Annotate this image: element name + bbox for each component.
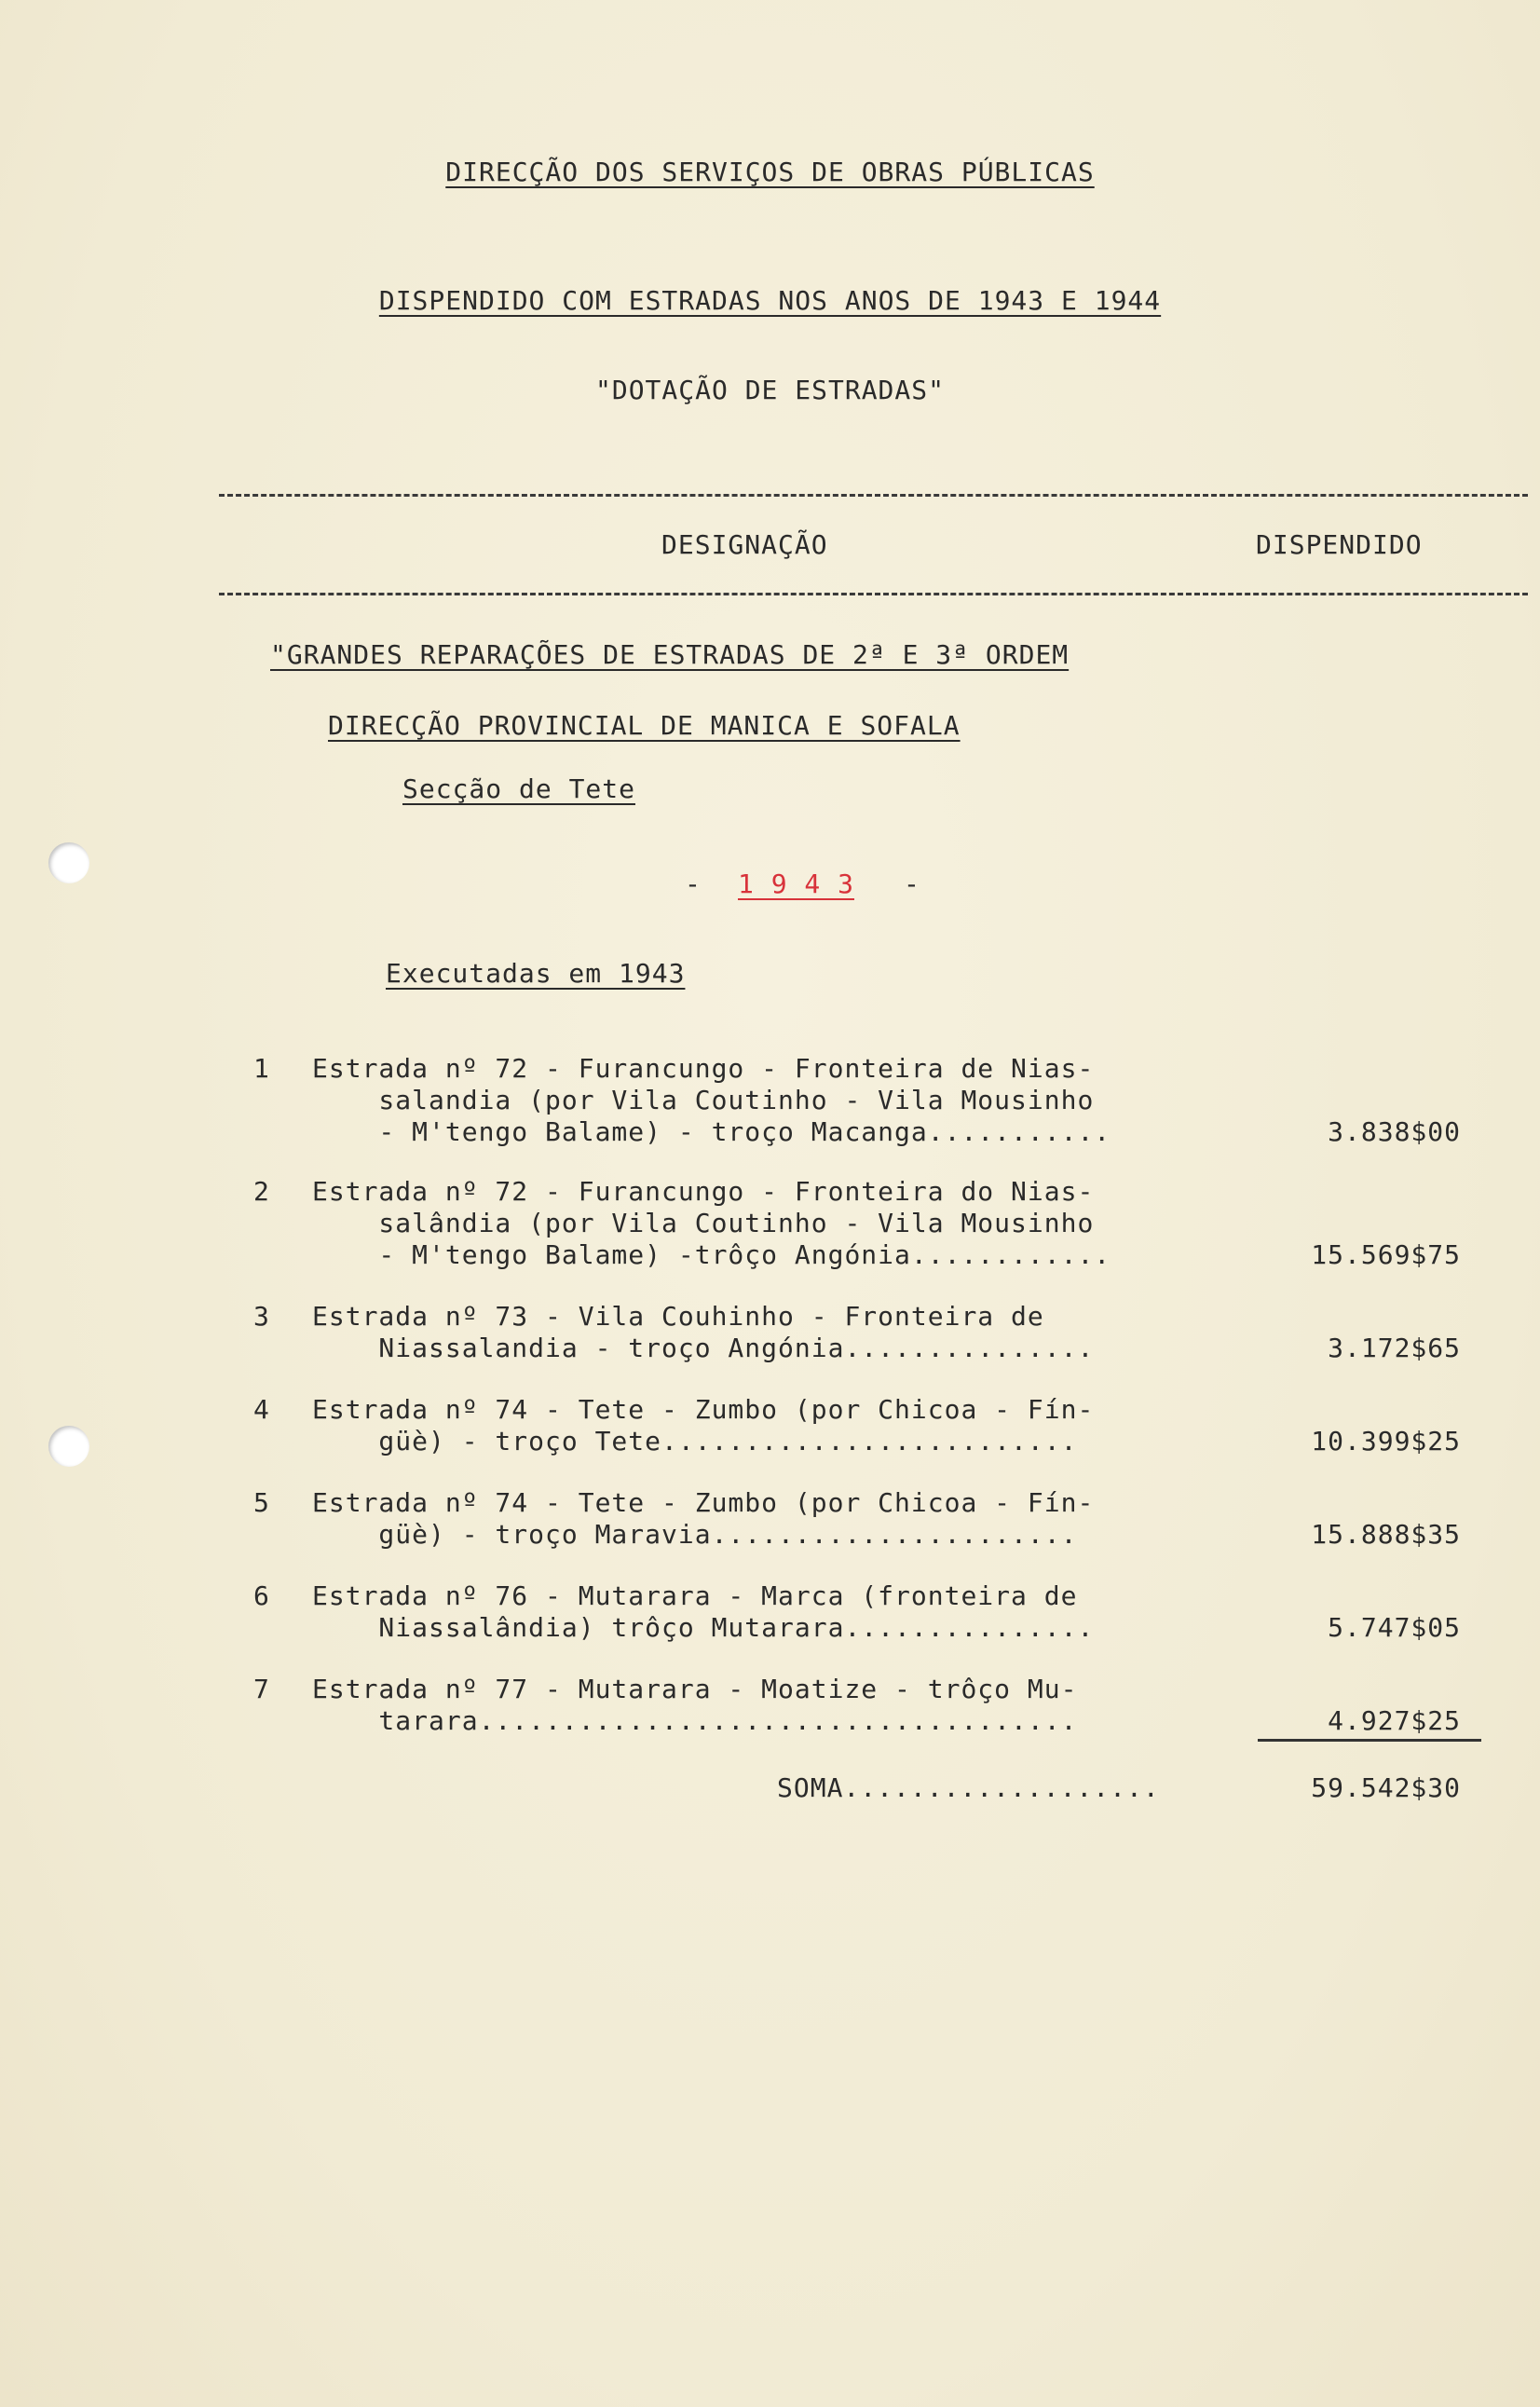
- item-number: 3: [253, 1301, 269, 1332]
- total-label: SOMA...................: [777, 1772, 1160, 1803]
- section-heading: "GRANDES REPARAÇÕES DE ESTRADAS DE 2ª E 3ª ORDEM: [270, 639, 1070, 670]
- column-designacao: DESIGNAÇÃO: [661, 529, 828, 560]
- punch-hole-top: [48, 842, 89, 883]
- dotacao-heading: "DOTAÇÃO DE ESTRADAS": [594, 375, 945, 405]
- item-description: [312, 1394, 1206, 1457]
- item-description: [312, 1176, 1206, 1271]
- item-number: 2: [253, 1176, 269, 1207]
- item-description: [312, 1053, 1206, 1148]
- item-description: [312, 1487, 1206, 1551]
- desc-line: - M'tengo Balame) -trôço Angónia............: [312, 1239, 1111, 1270]
- item-amount: 3.172$65: [1328, 1333, 1461, 1363]
- desc-line: tarara....................................: [312, 1705, 1078, 1736]
- item-amount: 3.838$00: [1328, 1116, 1461, 1147]
- item-number: 5: [253, 1487, 269, 1518]
- item-description: [312, 1301, 1206, 1364]
- desc-line: Estrada nº 72 - Furancungo - Fronteira do Nias-: [312, 1176, 1095, 1207]
- item-amount: 4.927$25: [1328, 1705, 1461, 1736]
- document-title: [0, 157, 1540, 187]
- subtitle-text: DISPENDIDO COM ESTRADAS NOS ANOS DE 1943 E 1944: [378, 285, 1162, 316]
- item-description: [312, 1674, 1206, 1737]
- sum-rule: [1258, 1739, 1481, 1742]
- item-amount: 10.399$25: [1311, 1426, 1461, 1457]
- desc-line: güè) - troço Tete.........................: [312, 1426, 1078, 1457]
- item-description: [312, 1580, 1206, 1644]
- item-amount: 5.747$05: [1328, 1612, 1461, 1643]
- item-number: 7: [253, 1674, 269, 1704]
- table-top-rule: [219, 494, 1528, 497]
- year-dash-right: -: [904, 868, 920, 899]
- year-dash-left: -: [685, 868, 702, 899]
- desc-line: Estrada nº 73 - Vila Couhinho - Fronteira de: [312, 1301, 1044, 1332]
- item-amount: 15.569$75: [1311, 1239, 1461, 1270]
- column-dispendido: DISPENDIDO: [1256, 529, 1423, 560]
- desc-line: Estrada nº 74 - Tete - Zumbo (por Chicoa - Fín-: [312, 1394, 1095, 1425]
- seccao-tete: Secção de Tete: [402, 773, 636, 804]
- desc-line: salandia (por Vila Coutinho - Vila Mousinho: [312, 1085, 1095, 1115]
- table-header-rule: [219, 593, 1528, 595]
- desc-line: Estrada nº 74 - Tete - Zumbo (por Chicoa - Fín-: [312, 1487, 1095, 1518]
- punch-hole-bottom: [48, 1426, 89, 1467]
- desc-line: Niassalândia) trôço Mutarara...............: [312, 1612, 1095, 1643]
- item-amount: 15.888$35: [1311, 1519, 1461, 1550]
- item-number: 6: [253, 1580, 269, 1611]
- executadas-heading: Executadas em 1943: [386, 958, 686, 989]
- year-heading: 1 9 4 3: [738, 868, 855, 899]
- desc-line: güè) - troço Maravia......................: [312, 1519, 1078, 1550]
- item-number: 4: [253, 1394, 269, 1425]
- document-subtitle: [0, 285, 1540, 316]
- desc-line: Estrada nº 72 - Furancungo - Fronteira de Nias-: [312, 1053, 1095, 1084]
- desc-line: Niassalandia - troço Angónia...............: [312, 1333, 1095, 1363]
- desc-line: - M'tengo Balame) - troço Macanga...........: [312, 1116, 1111, 1147]
- item-number: 1: [253, 1053, 269, 1084]
- desc-line: Estrada nº 77 - Mutarara - Moatize - trôço Mu-: [312, 1674, 1078, 1704]
- desc-line: Estrada nº 76 - Mutarara - Marca (fronteira de: [312, 1580, 1078, 1611]
- total-amount: 59.542$30: [1311, 1772, 1461, 1803]
- title-text: DIRECÇÃO DOS SERVIÇOS DE OBRAS PÚBLICAS: [445, 157, 1095, 187]
- desc-line: salândia (por Vila Coutinho - Vila Mousinho: [312, 1208, 1095, 1238]
- direccao-provincial: DIRECÇÃO PROVINCIAL DE MANICA E SOFALA: [328, 710, 961, 741]
